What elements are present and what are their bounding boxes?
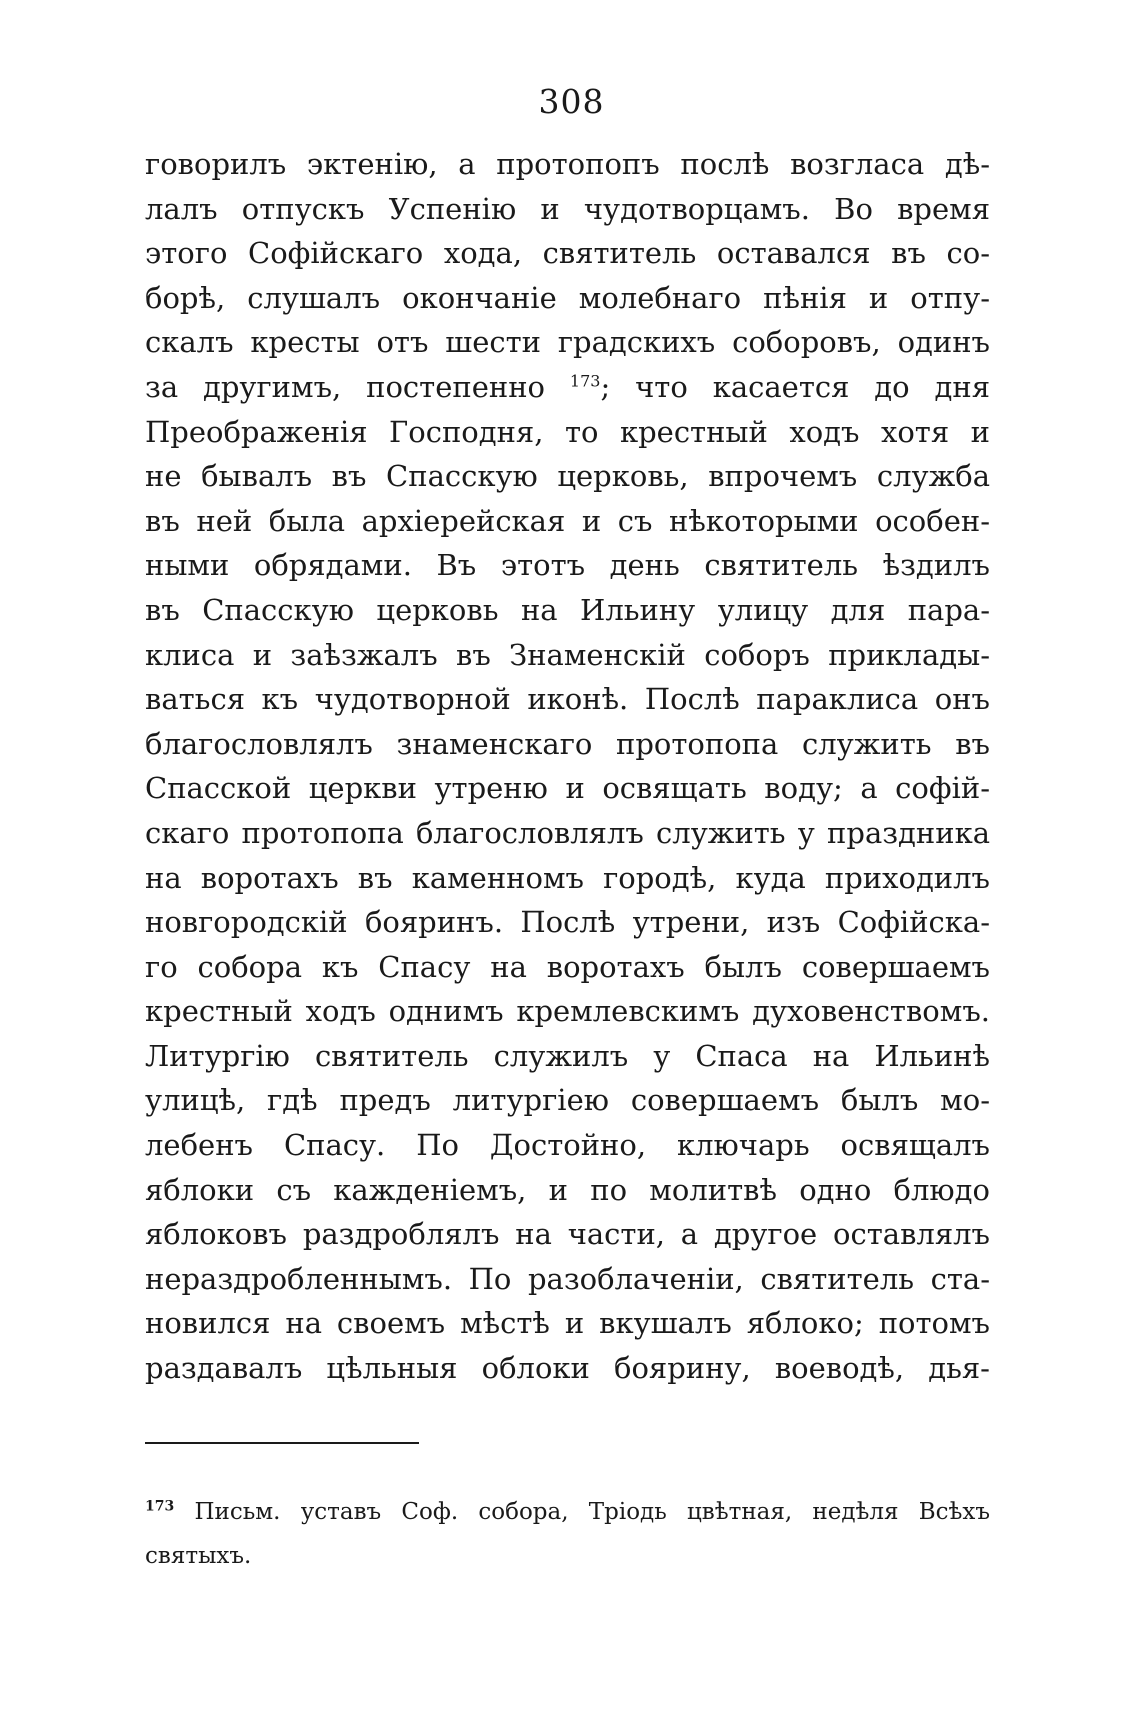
footnote-divider bbox=[145, 1442, 419, 1444]
text-line: въ Спасскую церковь на Ильину улицу для пара- bbox=[145, 592, 990, 627]
footnote-line bbox=[145, 1490, 990, 1534]
text-fragment: ; что касается до дня bbox=[600, 369, 990, 404]
text-line: нераздробленнымъ. По разоблаченіи, святитель ста- bbox=[145, 1261, 990, 1296]
text-line: новгородскій бояринъ. Послѣ утрени, изъ Софійска- bbox=[145, 905, 990, 940]
text-line: улицѣ, гдѣ предъ литургіею совершаемъ былъ мо- bbox=[145, 1083, 990, 1118]
footnote bbox=[145, 1490, 990, 1578]
text-line: яблоковъ раздроблялъ на части, а другое оставлялъ bbox=[145, 1217, 990, 1252]
text-line-with-footnote-ref bbox=[145, 365, 990, 410]
footnote-line: святыхъ. bbox=[145, 1543, 252, 1569]
text-line: клиса и заѣзжалъ въ Знаменскій соборъ приклады- bbox=[145, 637, 990, 672]
text-line: въ ней была архіерейская и съ нѣкоторыми особен- bbox=[145, 503, 990, 538]
text-line: Литургію святитель служилъ у Спаса на Ильинѣ bbox=[145, 1038, 990, 1073]
text-line: Преображенія Господня, то крестный ходъ хотя и bbox=[145, 414, 990, 449]
text-line: на воротахъ въ каменномъ городѣ, куда приходилъ bbox=[145, 860, 990, 895]
text-line: не бывалъ въ Спасскую церковь, впрочемъ служба bbox=[145, 459, 990, 494]
footnote-marker: 173 bbox=[145, 1498, 175, 1515]
text-line: скалъ кресты отъ шести градскихъ соборовъ, одинъ bbox=[145, 325, 990, 360]
text-line: раздавалъ цѣльныя облоки боярину, воеводѣ, дья- bbox=[145, 1351, 990, 1386]
text-line: благословлялъ знаменскаго протопопа служить въ bbox=[145, 726, 990, 761]
text-line: Спасской церкви утреню и освящать воду; а софій- bbox=[145, 771, 990, 806]
text-fragment: за другимъ, постепенно bbox=[145, 369, 545, 404]
text-line: этого Софійскаго хода, святитель оставался въ со- bbox=[145, 236, 990, 271]
text-line: крестный ходъ однимъ кремлевскимъ духовенствомъ. bbox=[145, 994, 990, 1029]
body-text bbox=[145, 142, 990, 1391]
text-line: скаго протопопа благословлялъ служить у праздника bbox=[145, 815, 990, 850]
text-line: го собора къ Спасу на воротахъ былъ совершаемъ bbox=[145, 949, 990, 984]
page-number: 308 bbox=[538, 82, 605, 121]
text-line: новился на своемъ мѣстѣ и вкушалъ яблоко; потомъ bbox=[145, 1306, 990, 1341]
footnote-reference: 173 bbox=[569, 371, 601, 391]
text-line: борѣ, слушалъ окончаніе молебнаго пѣнія и отпу- bbox=[145, 280, 990, 315]
text-line: лебенъ Спасу. По Достойно, ключарь освящалъ bbox=[145, 1128, 990, 1163]
text-line: ными обрядами. Въ этотъ день святитель ѣздилъ bbox=[145, 548, 990, 583]
text-line: яблоки съ кажденіемъ, и по молитвѣ одно блюдо bbox=[145, 1172, 990, 1207]
text-line: лалъ отпускъ Успенію и чудотворцамъ. Во время bbox=[145, 191, 990, 226]
footnote-text: Письм. уставъ Соф. собора, Тріодь цвѣтная, недѣля Всѣхъ bbox=[194, 1499, 990, 1525]
text-line: ваться къ чудотворной иконѣ. Послѣ параклиса онъ bbox=[145, 682, 990, 717]
text-line: говорилъ эктенію, а протопопъ послѣ возгласа дѣ- bbox=[145, 147, 990, 181]
